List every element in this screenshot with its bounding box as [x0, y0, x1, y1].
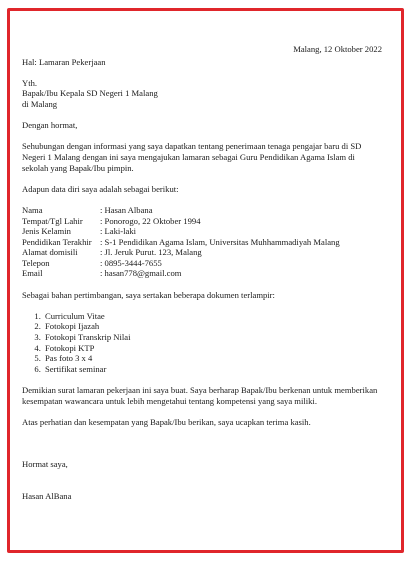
place-date: Malang, 12 Oktober 2022 — [293, 44, 382, 54]
thanks-paragraph: Atas perhatian dan kesempatan yang Bapak/Ibu berikan, saya ucapkan terima kasih. — [22, 416, 311, 427]
data-intro: Adapun data diri saya adalah sebagai berikut: — [22, 183, 179, 194]
signature-name: Hasan AlBana — [22, 490, 72, 501]
subject-line: Hal: Lamaran Pekerjaan — [22, 56, 106, 67]
data-row — [22, 216, 340, 227]
letter-body — [22, 44, 382, 502]
data-label: Nama — [22, 204, 43, 215]
data-row — [22, 258, 340, 269]
data-value: : 0895-3444-7655 — [100, 257, 162, 268]
greeting: Dengan hormat, — [22, 120, 78, 131]
data-row — [22, 268, 340, 279]
intro-paragraph: Sehubungan dengan informasi yang saya dapatkan tentang penerimaan tenaga pengajar baru di SD Negeri 1 Malang dengan ini saya mengajukan lamaran sebagai Guru Pendidikan Agama Islam di sekolah yang Bapak/Ibu pimpin. — [22, 141, 362, 173]
data-value: : S-1 Pendidikan Agama Islam, Universitas Muhhammadiyah Malang — [100, 236, 340, 247]
data-label: Alamat domisili — [22, 247, 78, 258]
data-value: : Jl. Jeruk Purut. 123, Malang — [100, 247, 202, 258]
data-value: : Hasan Albana — [100, 204, 153, 215]
data-value: : Laki-laki — [100, 226, 137, 237]
data-value: : hasan778@gmail.com — [100, 268, 182, 279]
recipient-line: Yth. — [22, 77, 38, 88]
personal-data-table — [22, 205, 340, 279]
sign-off: Hormat saya, — [22, 459, 68, 470]
data-label: Pendidikan Terakhir — [22, 236, 92, 247]
data-row — [22, 237, 340, 248]
data-label: Tempat/Tgl Lahir — [22, 215, 83, 226]
data-row — [22, 205, 340, 216]
data-label: Email — [22, 268, 43, 279]
list-item: 6. Sertifikat seminar — [43, 364, 382, 375]
data-value: : Ponorogo, 22 Oktober 1994 — [100, 215, 201, 226]
documents-intro: Sebagai bahan pertimbangan, saya sertakan beberapa dokumen terlampir: — [22, 289, 275, 300]
data-row — [22, 247, 340, 258]
list-item: 2. Fotokopi Ijazah — [43, 321, 382, 332]
recipient-line: di Malang — [22, 98, 58, 109]
list-item: 5. Pas foto 3 x 4 — [43, 353, 382, 364]
list-item: 3. Fotokopi Transkrip Nilai — [43, 332, 382, 343]
data-row — [22, 226, 340, 237]
documents-list — [22, 311, 382, 375]
data-label: Telepon — [22, 257, 50, 268]
data-label: Jenis Kelamin — [22, 226, 71, 237]
list-item: 4. Fotokopi KTP — [43, 343, 382, 354]
recipient-line: Bapak/Ibu Kepala SD Negeri 1 Malang — [22, 88, 158, 99]
list-item: 1. Curriculum Vitae — [43, 311, 382, 322]
closing-paragraph: Demikian surat lamaran pekerjaan ini saya buat. Saya berharap Bapak/Ibu berkenan untuk memberikan kesempatan wawancara untuk lebih mengetahui tentang kompetensi yang saya miliki. — [22, 385, 378, 406]
